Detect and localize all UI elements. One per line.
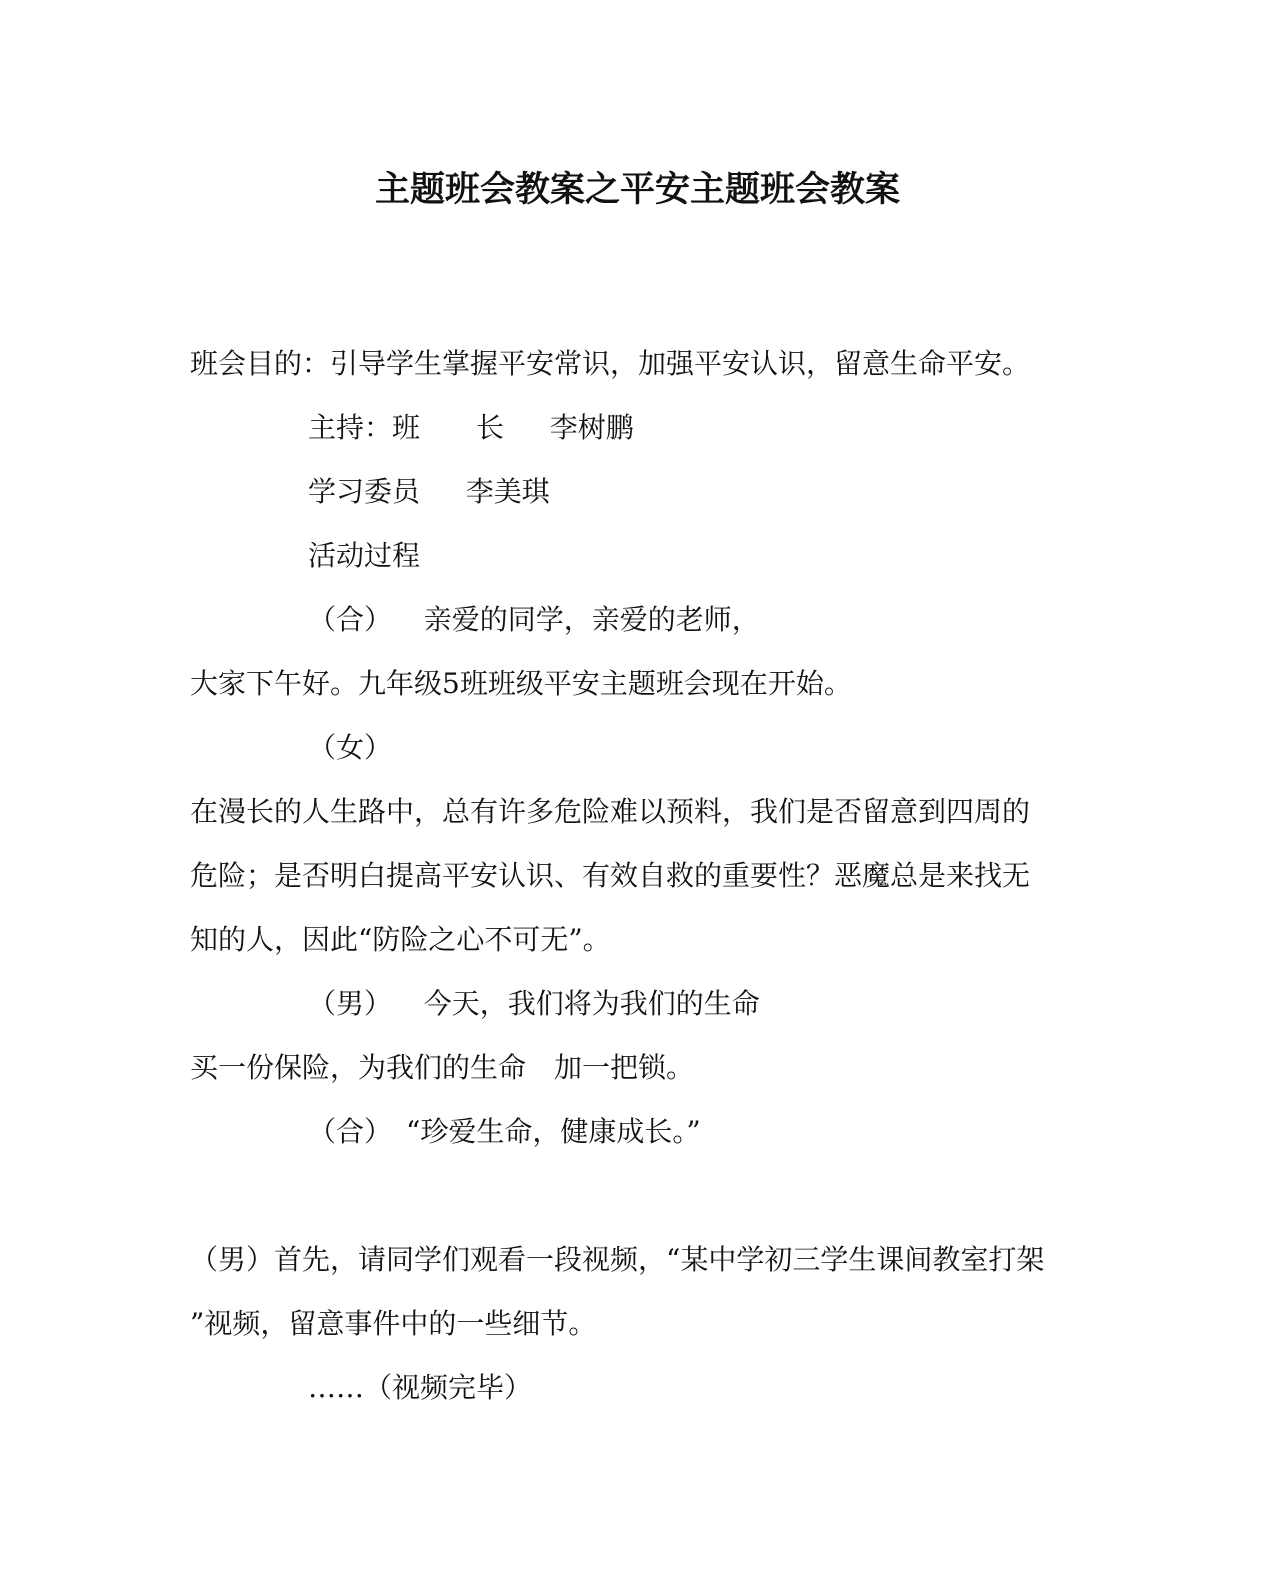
document-title: 主题班会教案之平安主题班会教案 (374, 169, 900, 210)
paragraph-committee: 学习委员 李美琪 (308, 475, 550, 508)
paragraph-danger-line-2: 危险；是否明白提高平安认识、有效自救的重要性？恶魔总是来找无 (190, 859, 1031, 892)
paragraph-danger-line-1: 在漫长的人生路中，总有许多危险难以预料，我们是否留意到四周的 (190, 795, 1031, 828)
paragraph-dialogue-female: （女） (308, 731, 393, 764)
paragraph-dialogue-together-1: （合） 亲爱的同学，亲爱的老师， (308, 603, 760, 636)
paragraph-process-heading: 活动过程 (308, 539, 421, 572)
paragraph-dialogue-male-1: （男） 今天，我们将为我们的生命 (308, 987, 760, 1020)
paragraph-danger-line-3: 知的人，因此“防险之心不可无”。 (190, 923, 611, 956)
paragraph-dialogue-together-2: （合） “珍爱生命，健康成长。” (308, 1115, 701, 1148)
paragraph-video-end: ……（视频完毕） (308, 1371, 533, 1404)
paragraph-video-line-1: （男）首先，请同学们观看一段视频，“某中学初三学生课间教室打架 (190, 1243, 1045, 1276)
paragraph-video-line-2: ”视频，留意事件中的一些细节。 (190, 1307, 597, 1340)
paragraph-insurance: 买一份保险，为我们的生命 加一把锁。 (190, 1051, 695, 1084)
paragraph-host: 主持：班 长 李树鹏 (308, 411, 634, 444)
paragraph-greeting: 大家下午好。九年级5班班级平安主题班会现在开始。 (190, 667, 852, 700)
paragraph-purpose: 班会目的：引导学生掌握平安常识，加强平安认识，留意生命平安。 (190, 347, 1031, 380)
